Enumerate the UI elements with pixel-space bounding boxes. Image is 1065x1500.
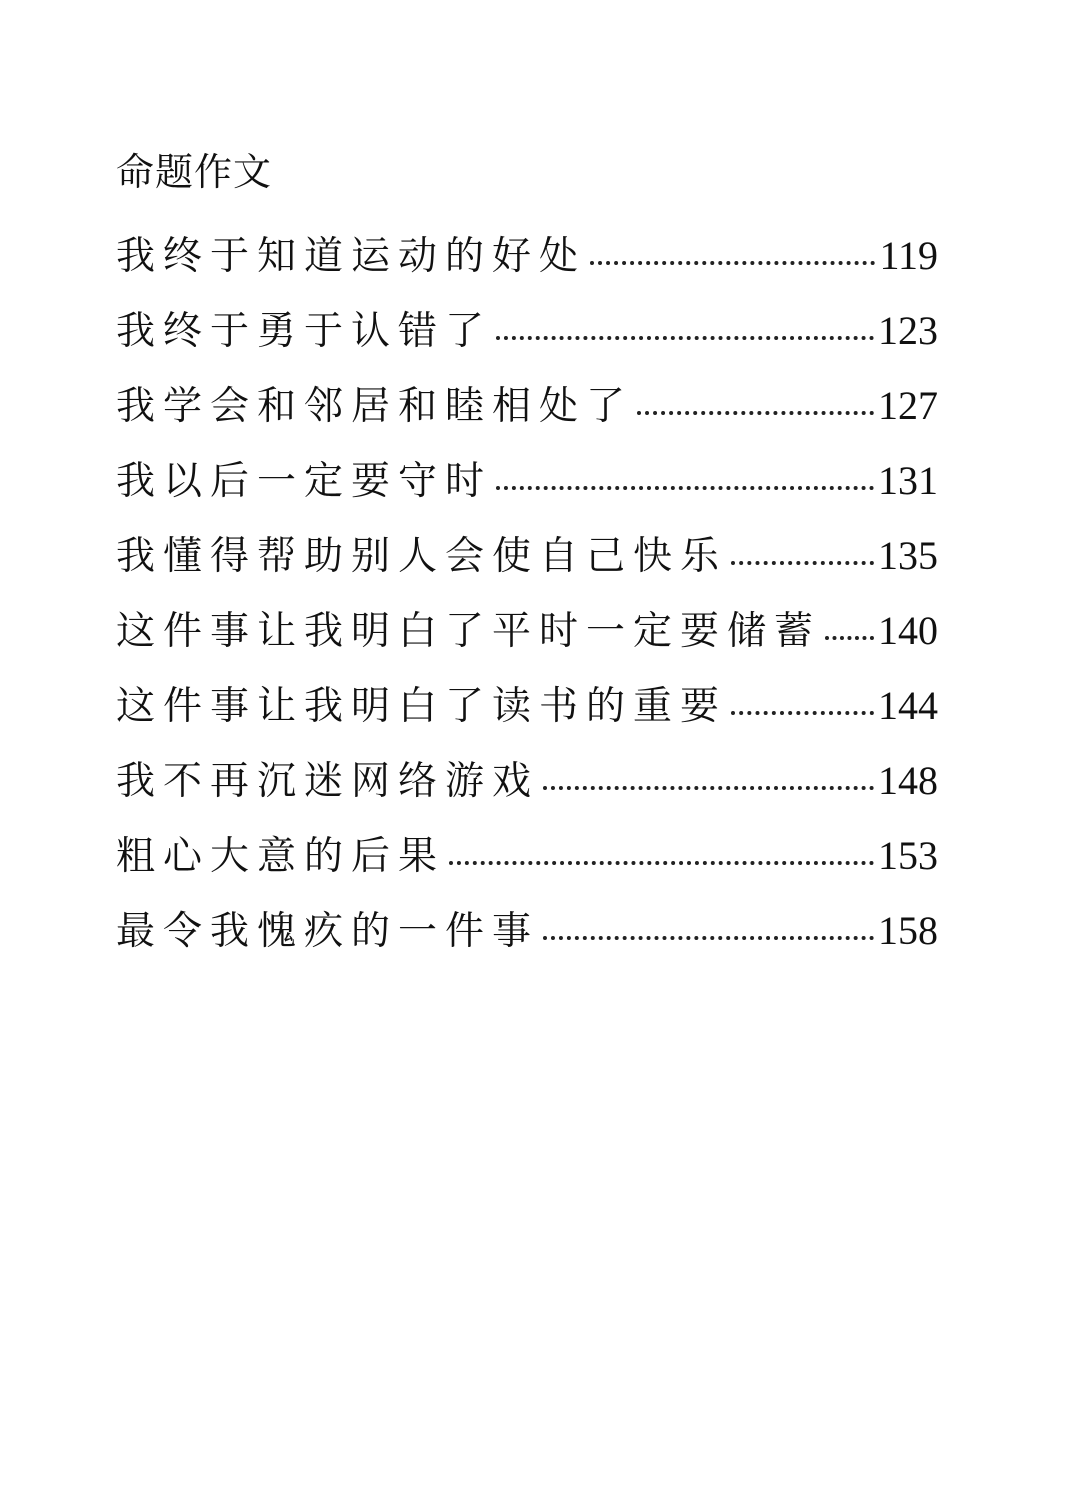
toc-entry[interactable]: [116, 753, 938, 828]
toc-entry-page-number: 144: [878, 683, 938, 728]
toc-entry[interactable]: [116, 528, 938, 603]
toc-entry-page-number: 135: [878, 533, 938, 578]
dot-leader: [496, 486, 874, 490]
dot-leader: [590, 261, 875, 265]
toc-entry-title: 我学会和邻居和睦相处了: [116, 384, 634, 429]
toc-entry-page-number: 158: [878, 908, 938, 953]
toc-entry-page-number: 119: [879, 233, 938, 278]
dot-leader: [496, 336, 874, 340]
section-title: 命题作文: [116, 150, 273, 194]
toc-entry-title: 我终于知道运动的好处: [116, 234, 587, 279]
toc-entry-title: 我懂得帮助别人会使自己快乐: [116, 534, 728, 579]
toc-entry[interactable]: [116, 303, 938, 378]
dot-leader: [731, 561, 874, 565]
toc-entry[interactable]: [116, 378, 938, 453]
toc-entry[interactable]: [116, 453, 938, 528]
dot-leader: [543, 936, 874, 940]
toc-entry[interactable]: [116, 903, 938, 978]
toc-entry[interactable]: [116, 678, 938, 753]
toc-entry-title: 粗心大意的后果: [116, 834, 446, 879]
toc-entry-title: 我终于勇于认错了: [116, 309, 493, 354]
toc-entry-page-number: 153: [878, 833, 938, 878]
toc-entry-page-number: 131: [878, 458, 938, 503]
dot-leader: [449, 861, 874, 865]
toc-entry-title: 这件事让我明白了读书的重要: [116, 684, 728, 729]
toc-entry-title: 我不再沉迷网络游戏: [116, 759, 540, 804]
toc-entry[interactable]: [116, 603, 938, 678]
toc-entry-title: 最令我愧疚的一件事: [116, 909, 540, 954]
dot-leader: [543, 786, 874, 790]
toc-entry-page-number: 127: [878, 383, 938, 428]
dot-leader: [637, 411, 874, 415]
toc-entry[interactable]: [116, 228, 938, 303]
dot-leader: [825, 636, 874, 640]
table-of-contents: [116, 228, 938, 978]
dot-leader: [731, 711, 874, 715]
toc-entry-page-number: 148: [878, 758, 938, 803]
toc-entry-page-number: 140: [878, 608, 938, 653]
toc-entry-title: 这件事让我明白了平时一定要储蓄: [116, 609, 822, 654]
toc-entry-page-number: 123: [878, 308, 938, 353]
toc-entry[interactable]: [116, 828, 938, 903]
toc-entry-title: 我以后一定要守时: [116, 459, 493, 504]
